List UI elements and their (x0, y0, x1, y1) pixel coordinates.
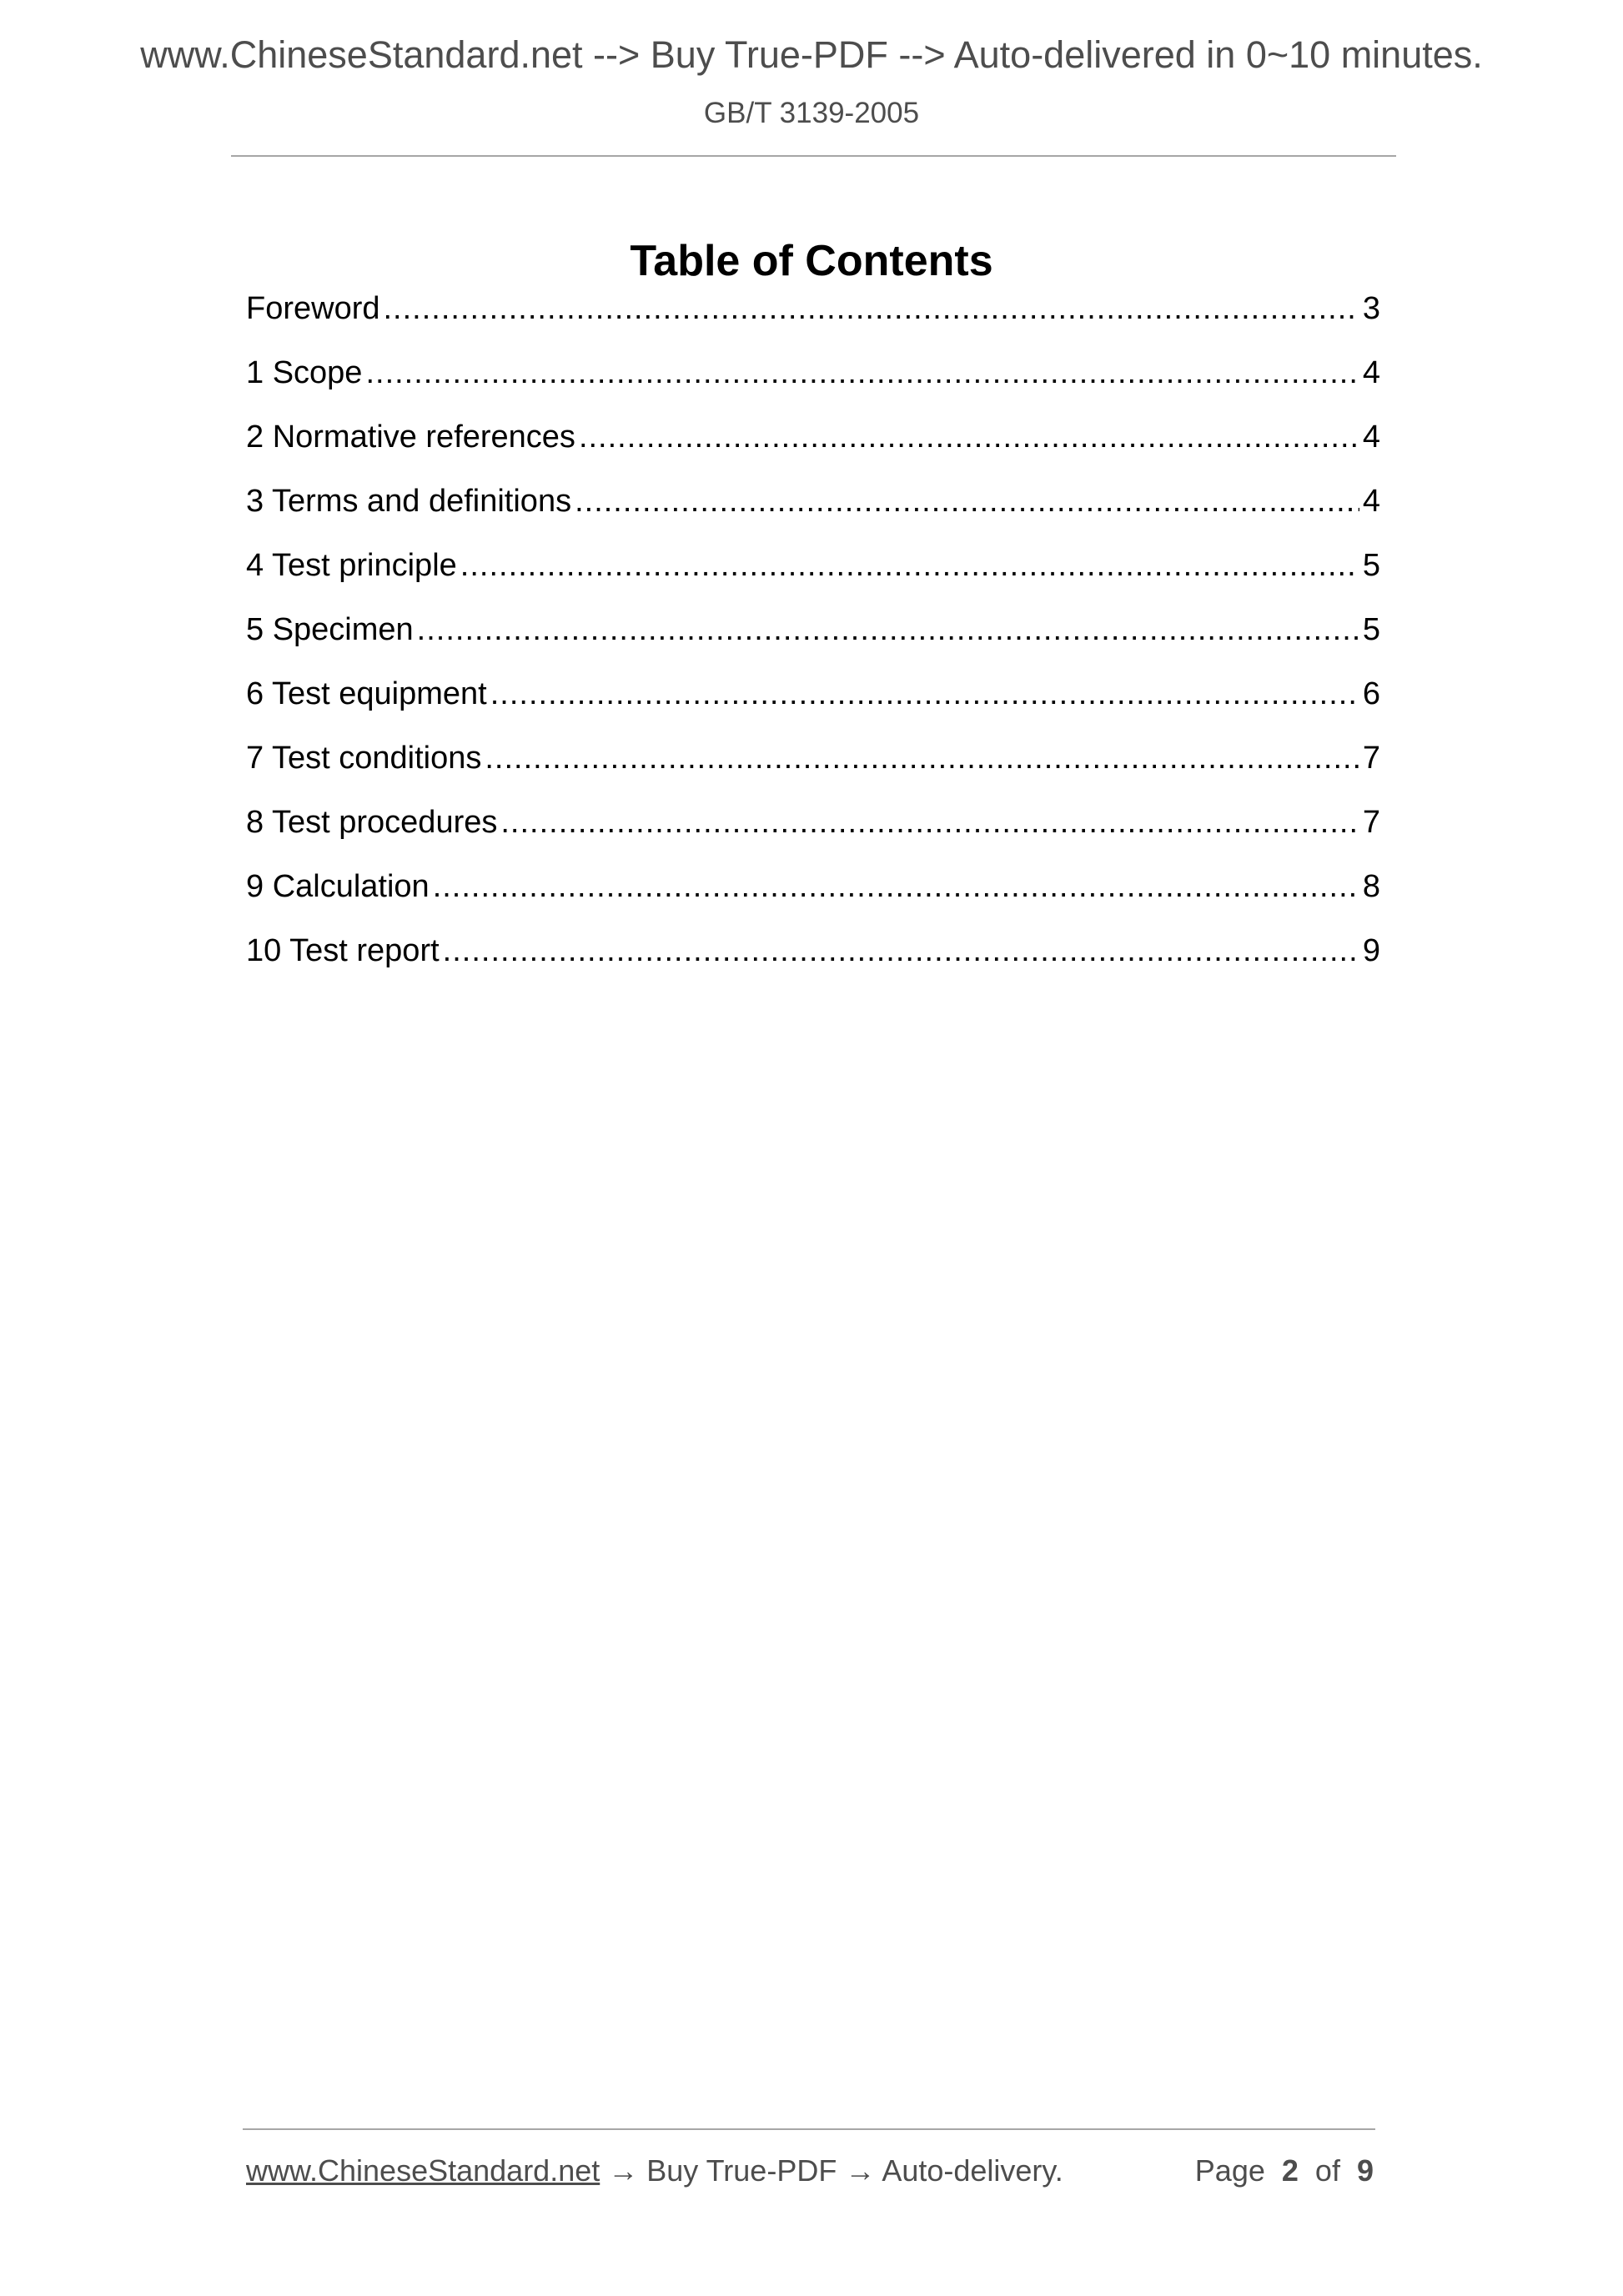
footer-site-link[interactable]: www.ChineseStandard.net (246, 2153, 600, 2188)
toc-leader-dots (443, 926, 1359, 976)
toc-entry-test-principle[interactable] (246, 540, 1380, 605)
toc-leader-dots (417, 605, 1359, 655)
toc-entry-specimen[interactable] (246, 605, 1380, 669)
top-banner: www.ChineseStandard.net --> Buy True-PDF --> Auto-delivered in 0~10 minutes. (140, 33, 1483, 76)
toc-leader-dots (384, 284, 1359, 334)
toc-leader-dots (460, 540, 1359, 590)
toc-entry-page: 3 (1362, 291, 1380, 326)
toc-entry-page: 8 (1362, 869, 1380, 904)
footer-tagline: → Buy True-PDF → Auto-delivery. (600, 2153, 1063, 2188)
toc-entry-label: 3 Terms and definitions (246, 484, 572, 519)
page-indicator (1195, 2150, 1374, 2192)
toc-entry-label: 7 Test conditions (246, 741, 482, 776)
toc-entry-page: 4 (1362, 484, 1380, 519)
header-divider (231, 155, 1396, 157)
toc-entry-page: 5 (1362, 612, 1380, 647)
toc-leader-dots (575, 476, 1359, 526)
footer-divider (243, 2128, 1375, 2130)
page-footer (246, 2150, 1374, 2192)
page-word: Page (1194, 2153, 1265, 2188)
footer-promo (246, 2150, 1063, 2192)
toc-leader-dots (433, 862, 1359, 912)
toc-entry-label: 4 Test principle (246, 548, 457, 583)
toc-leader-dots (579, 412, 1359, 462)
toc-entry-test-report[interactable] (246, 926, 1380, 990)
toc-entry-scope[interactable] (246, 348, 1380, 412)
toc-leader-dots (365, 348, 1359, 398)
toc-entry-foreword[interactable] (246, 284, 1380, 348)
of-word: of (1314, 2153, 1340, 2188)
toc-entry-test-equipment[interactable] (246, 669, 1380, 733)
toc-entry-page: 4 (1362, 420, 1380, 455)
toc-entry-test-conditions[interactable] (246, 733, 1380, 797)
toc-entry-page: 5 (1362, 548, 1380, 583)
document-code: GB/T 3139-2005 (703, 97, 920, 129)
toc-entry-label: 2 Normative references (246, 420, 575, 455)
toc-entry-test-procedures[interactable] (246, 797, 1380, 862)
toc-entry-page: 4 (1362, 355, 1380, 390)
toc-entry-page: 9 (1362, 933, 1380, 968)
toc-entry-calculation[interactable] (246, 862, 1380, 926)
toc-entry-label: 5 Specimen (246, 612, 414, 647)
toc-entry-label: Foreword (246, 291, 380, 326)
toc-entry-page: 7 (1362, 741, 1380, 776)
toc-entry-label: 10 Test report (246, 933, 440, 968)
page-current: 2 (1281, 2153, 1299, 2188)
toc-title: Table of Contents (630, 236, 993, 285)
toc-entry-label: 9 Calculation (246, 869, 430, 904)
toc-entry-label: 1 Scope (246, 355, 363, 390)
toc-entry-normative-references[interactable] (246, 412, 1380, 476)
page-total: 9 (1356, 2153, 1374, 2188)
toc-entry-label: 6 Test equipment (246, 676, 487, 711)
toc-list (246, 284, 1380, 990)
toc-entry-label: 8 Test procedures (246, 805, 498, 840)
toc-entry-page: 6 (1362, 676, 1380, 711)
toc-leader-dots (485, 733, 1359, 783)
toc-leader-dots (490, 669, 1359, 719)
toc-entry-page: 7 (1362, 805, 1380, 840)
toc-entry-terms-and-definitions[interactable] (246, 476, 1380, 540)
toc-leader-dots (500, 797, 1359, 847)
